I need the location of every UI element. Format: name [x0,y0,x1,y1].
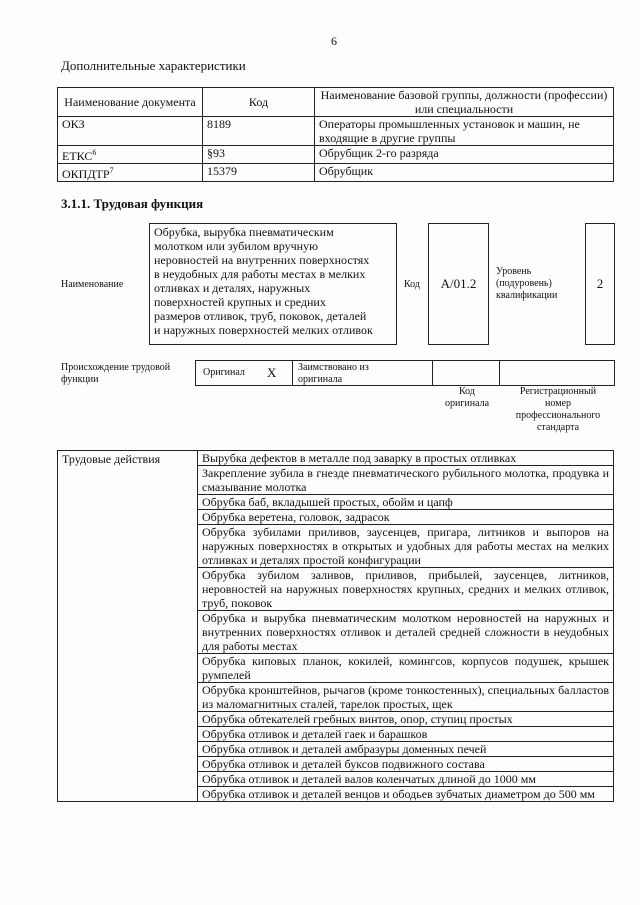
function-name-line: неровностей на внутренних поверхностях [154,253,370,267]
function-name-line: поверхностей крупных и средних [154,295,326,309]
action-item: Обрубка отливок и деталей буксов подвижного состава [198,757,614,772]
original-mark: X [267,365,277,380]
row-name: Обрубщик 2-го разряда [315,146,614,164]
code-value: A/01.2 [440,276,477,291]
table-row [58,117,614,146]
code-original-caption [432,386,502,410]
table-row [58,164,614,182]
action-item: Обрубка отливок и деталей амбразуры доменных печей [198,742,614,757]
action-item: Обрубка зубилом заливов, приливов, прибылей, заусенцев, литников, неровностей на наружных поверхностях крупных, средних и мелких отливок, труб, поковок [198,568,614,611]
function-name-line: размеров отливок, труб, поковок, деталей [154,309,367,323]
page-number: 6 [331,34,337,48]
borrowed-label-line: оригинала [298,374,343,385]
level-label-line: квалификации [496,290,558,301]
action-item: Обрубка обтекателей гребных винтов, опор, ступиц простых [198,712,614,727]
reg-number-line: номер [545,398,571,409]
row-doc-text: ЕТКС [62,149,93,163]
origin-label [61,362,170,386]
action-item: Обрубка баб, вкладышей простых, обойм и цапф [198,495,614,510]
row-code: 8189 [203,117,315,146]
actions-label: Трудовые действия [58,451,198,802]
additional-header-row [58,88,614,117]
row-name: Обрубщик [315,164,614,182]
additional-table [57,87,614,182]
reg-number-line: Регистрационный [519,386,597,397]
section-title: 3.1.1. Трудовая функция [61,196,204,211]
origin-label-line: функции [61,374,99,385]
code-original-line: оригинала [444,398,490,409]
actions-table [57,450,614,802]
action-item: Обрубка веретена, головок, задрасок [198,510,614,525]
reg-number-caption [510,386,606,434]
action-item: Обрубка отливок и деталей венцов и ободьев зубчатых диаметром до 500 мм [198,787,614,802]
footnote-ref: 7 [109,166,114,175]
row-name: Операторы промышленных установок и машин, не входящие в другие группы [315,117,614,146]
function-name-line: Обрубка, вырубка пневматическим [154,225,334,239]
row-doc-text: ОКПДТР [62,167,110,181]
level-value: 2 [596,276,604,291]
action-item: Обрубка отливок и деталей гаек и барашков [198,727,614,742]
level-label-line: Уровень [496,266,532,277]
function-name-line: и наружных поверхностей мелких отливок [154,323,373,337]
row-code: 15379 [203,164,315,182]
action-item: Обрубка отливок и деталей валов коленчатых длиной до 1000 мм [198,772,614,787]
borrowed-label [298,362,369,386]
action-item: Обрубка кронштейнов, рычагов (кроме тонкостенных), специальных балластов из маломагнитных сталей, тарелок простых, щек [198,683,614,712]
origin-row-box [195,360,615,386]
action-item: Закрепление зубила в гнезде пневматического рубильного молотка, продувка и смазывание молотка [198,466,614,495]
row-doc [58,146,203,164]
function-name-box [149,223,397,345]
code-value-box [428,223,489,345]
action-item: Обрубка и вырубка пневматическим молотком неровностей на наружных и внутренних поверхностях отливок и деталей средней сложности в неудобных для работы местах [198,611,614,654]
code-label: Код [404,279,420,290]
reg-number-line: профессионального [515,410,601,421]
level-value-box [585,223,615,345]
origin-divider [432,361,433,385]
footnote-ref: 6 [92,148,97,157]
header-code: Код [203,88,315,117]
function-name-line: в неудобных для работы местах в мелких [154,267,366,281]
function-name-line: молотком или зубилом вручную [154,239,319,253]
origin-divider [499,361,500,385]
action-item: Обрубка зубилами приливов, заусенцев, пригара, литников и выпоров на наружных поверхностях в открытых и удобных для работы местах на мелких отливках и деталях простой конфигурации [198,525,614,568]
header-group-name: Наименование базовой группы, должности (профессии) или специальности [315,88,614,117]
additional-title: Дополнительные характеристики [61,58,246,73]
borrowed-label-line: Заимствовано из [298,362,369,373]
action-item: Обрубка киповых планок, кокилей, комингсов, корпусов подушек, крышек румпелей [198,654,614,683]
table-row [58,451,614,466]
origin-label-line: Происхождение трудовой [61,362,171,373]
table-row [58,146,614,164]
header-document: Наименование документа [58,88,203,117]
row-code: §93 [203,146,315,164]
level-label [496,266,557,302]
origin-divider [292,361,293,385]
row-doc: ОКЗ [58,117,203,146]
function-name-line: отливках и деталях, наружных [154,281,311,295]
original-label: Оригинал [203,367,245,378]
reg-number-line: стандарта [536,422,580,433]
name-label: Наименование [61,279,124,290]
level-label-line: (подуровень) [496,278,552,289]
row-doc [58,164,203,182]
action-item: Вырубка дефектов в металле под заварку в простых отливках [198,451,614,466]
code-original-line: Код [459,386,475,397]
